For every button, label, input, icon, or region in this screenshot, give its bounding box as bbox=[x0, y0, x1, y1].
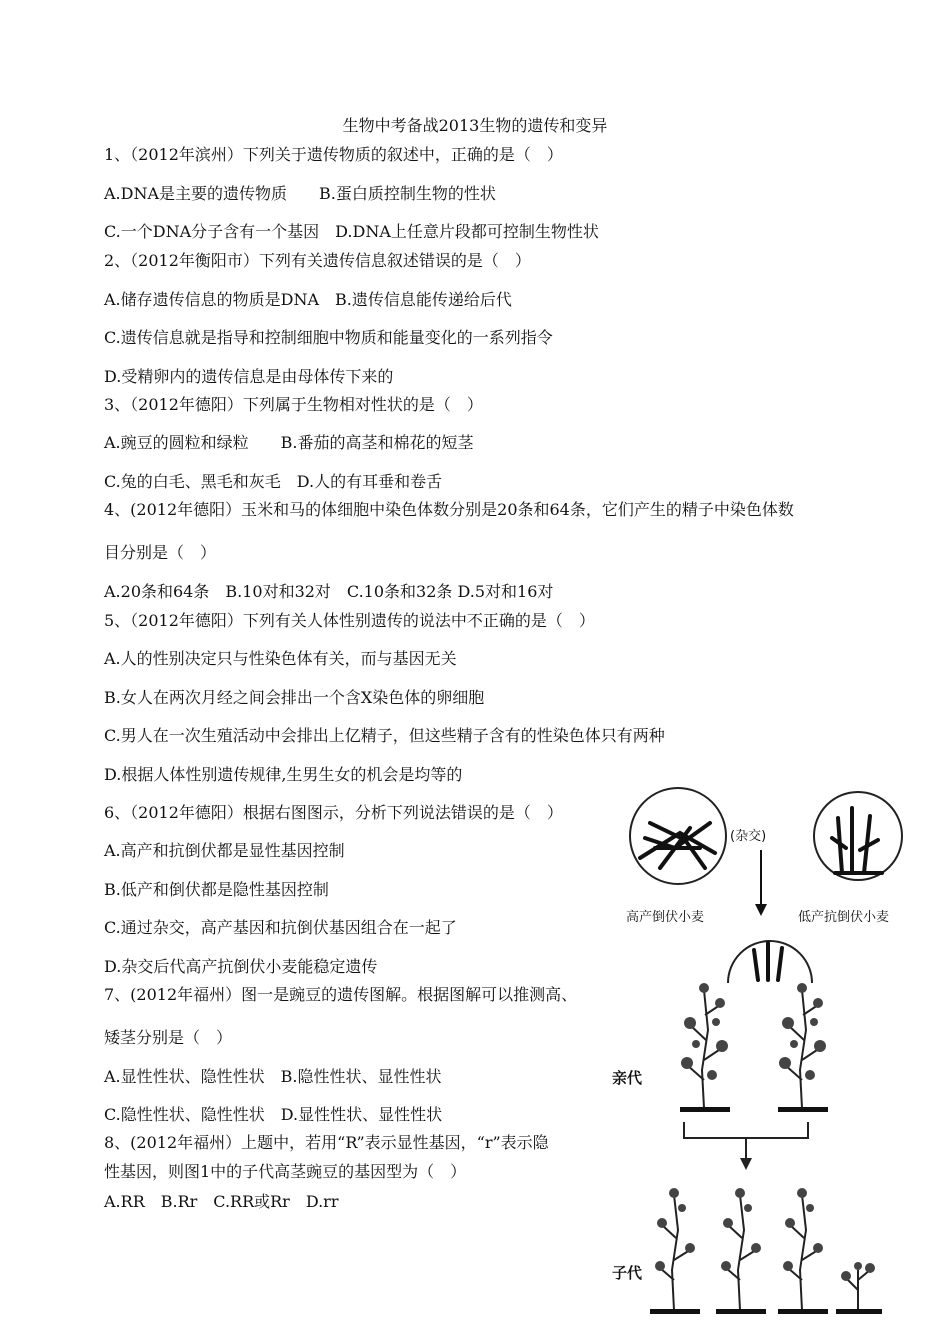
q6-option-c: C.通过杂交，高产基因和抗倒伏基因组合在一起了 bbox=[104, 918, 457, 937]
question-5: 5、（2012年德阳）下列有关人体性别遗传的说法中不正确的是（ ） bbox=[104, 611, 595, 630]
q1-options-ab: A.DNA是主要的遗传物质 B.蛋白质控制生物的性状 bbox=[104, 184, 496, 203]
q5-option-a: A.人的性别决定只与性染色体有关，而与基因无关 bbox=[104, 649, 457, 668]
cross-label: (杂交) bbox=[730, 829, 767, 844]
q5-option-b: B.女人在两次月经之间会排出一个含X染色体的卵细胞 bbox=[104, 688, 485, 707]
child-generation-label: 子代 bbox=[612, 1264, 643, 1282]
pea-inheritance-figure bbox=[612, 980, 902, 1330]
q8-options: A.RR B.Rr C.RR或Rr D.rr bbox=[104, 1192, 339, 1211]
q2-option-d: D.受精卵内的遗传信息是由母体传下来的 bbox=[104, 367, 394, 386]
q1-options-cd: C.一个DNA分子含有一个基因 D.DNA上任意片段都可控制生物性状 bbox=[104, 222, 599, 241]
question-4: 4、(2012年德阳）玉米和马的体细胞中染色体数分别是20条和64条，它们产生的精子中染色体数 bbox=[104, 500, 794, 519]
question-8-cont: 性基因，则图1中的子代高茎豌豆的基因型为（ ） bbox=[104, 1162, 467, 1181]
question-7: 7、(2012年福州）图一是豌豆的遗传图解。根据图解可以推测高、 bbox=[104, 985, 578, 1004]
q6-option-d: D.杂交后代高产抗倒伏小麦能稳定遗传 bbox=[104, 957, 378, 976]
page-title: 生物中考备战2013生物的遗传和变异 bbox=[342, 116, 608, 135]
question-6: 6、（2012年德阳）根据右图图示，分析下列说法错误的是（ ） bbox=[104, 803, 563, 822]
left-parent-label: 高产倒伏小麦 bbox=[626, 910, 705, 925]
q2-options-ab: A.储存遗传信息的物质是DNA B.遗传信息能传递给后代 bbox=[104, 290, 512, 309]
q5-option-d: D.根据人体性别遗传规律,生男生女的机会是均等的 bbox=[104, 765, 463, 784]
q3-options-ab: A.豌豆的圆粒和绿粒 B.番茄的高茎和棉花的短茎 bbox=[104, 433, 474, 452]
q2-option-c: C.遗传信息就是指导和控制细胞中物质和能量变化的一系列指令 bbox=[104, 328, 553, 347]
q7-options-ab: A.显性性状、隐性性状 B.隐性性状、显性性状 bbox=[104, 1067, 442, 1086]
q6-option-b: B.低产和倒伏都是隐性基因控制 bbox=[104, 880, 329, 899]
question-3: 3、（2012年德阳）下列属于生物相对性状的是（ ） bbox=[104, 395, 483, 414]
q7-options-cd: C.隐性性状、隐性性状 D.显性性状、显性性状 bbox=[104, 1105, 443, 1124]
question-1: 1、（2012年滨州）下列关于遗传物质的叙述中，正确的是（ ） bbox=[104, 145, 563, 164]
question-8: 8、(2012年福州）上题中，若用“R”表示显性基因，“r”表示隐 bbox=[104, 1133, 549, 1152]
question-7-cont: 矮茎分别是（ ） bbox=[104, 1028, 233, 1047]
q3-options-cd: C.兔的白毛、黑毛和灰毛 D.人的有耳垂和卷舌 bbox=[104, 472, 443, 491]
q4-options: A.20条和64条 B.10对和32对 C.10条和32条 D.5对和16对 bbox=[104, 582, 554, 601]
q6-option-a: A.高产和抗倒伏都是显性基因控制 bbox=[104, 841, 345, 860]
q5-option-c: C.男人在一次生殖活动中会排出上亿精子，但这些精子含有的性染色体只有两种 bbox=[104, 726, 665, 745]
right-parent-label: 低产抗倒伏小麦 bbox=[798, 910, 890, 925]
question-2: 2、（2012年衡阳市）下列有关遗传信息叙述错误的是（ ） bbox=[104, 251, 531, 270]
parent-generation-label: 亲代 bbox=[612, 1069, 643, 1087]
wheat-cross-figure bbox=[620, 778, 920, 983]
question-4-cont: 目分别是（ ） bbox=[104, 543, 217, 562]
